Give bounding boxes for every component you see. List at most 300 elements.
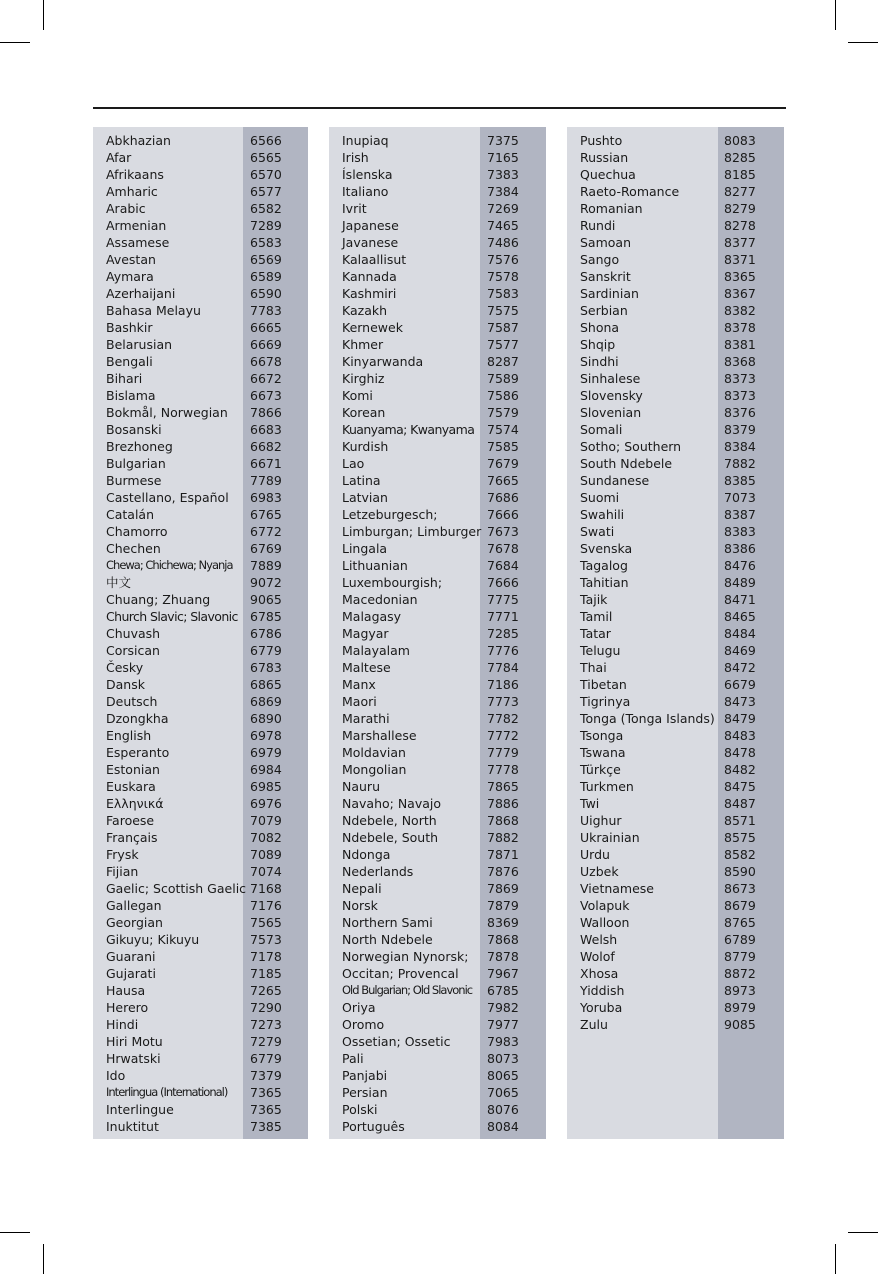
language-name: Ossetian; Ossetic [342, 1034, 451, 1049]
language-name: Maltese [342, 660, 391, 675]
language-name: Ndonga [342, 847, 391, 862]
language-code: 8582 [724, 847, 756, 862]
language-row [93, 1084, 308, 1101]
language-name: Hrwatski [106, 1051, 161, 1066]
language-name: Tsonga [580, 728, 624, 743]
language-name: Quechua [580, 167, 636, 182]
language-code: 8979 [724, 1000, 756, 1015]
language-name: Serbian [580, 303, 628, 318]
language-code: 7665 [487, 473, 519, 488]
language-row [567, 812, 784, 829]
language-code: 8465 [724, 609, 756, 624]
language-row [329, 557, 546, 574]
language-code: 6789 [724, 932, 756, 947]
language-name: Old Bulgarian; Old Slavonic [342, 983, 473, 997]
language-row [567, 931, 784, 948]
language-name: North Ndebele [342, 932, 433, 947]
language-row [329, 183, 546, 200]
language-name: Kazakh [342, 303, 388, 318]
language-row [567, 166, 784, 183]
language-code: 6984 [250, 762, 282, 777]
language-name: Slovenian [580, 405, 642, 420]
language-row [93, 727, 308, 744]
language-code: 6672 [250, 371, 282, 386]
language-code: 7176 [250, 898, 282, 913]
language-row [93, 302, 308, 319]
language-row [329, 761, 546, 778]
language-name: Bengali [106, 354, 153, 369]
language-code: 7784 [487, 660, 519, 675]
language-row [567, 795, 784, 812]
language-code: 7178 [250, 949, 282, 964]
language-row [567, 404, 784, 421]
language-name: Kalaallisut [342, 252, 407, 267]
language-row [329, 846, 546, 863]
language-code: 7575 [487, 303, 519, 318]
language-row [93, 710, 308, 727]
language-row [329, 880, 546, 897]
language-row [93, 1118, 308, 1135]
language-code: 8378 [724, 320, 756, 335]
language-row [567, 336, 784, 353]
language-name: Italiano [342, 184, 389, 199]
language-name: Chewa; Chichewa; Nyanja [106, 558, 233, 572]
language-name: Mongolian [342, 762, 407, 777]
language-row [93, 948, 308, 965]
language-row [567, 540, 784, 557]
language-row [93, 370, 308, 387]
language-code: 6779 [250, 643, 282, 658]
language-row [93, 336, 308, 353]
language-name: Bihari [106, 371, 143, 386]
language-code: 8185 [724, 167, 756, 182]
language-row [567, 557, 784, 574]
language-name: Nederlands [342, 864, 414, 879]
language-name: Herero [106, 1000, 149, 1015]
language-code: 7074 [250, 864, 282, 879]
language-name: Telugu [580, 643, 621, 658]
crop-mark-top-right-h [848, 42, 878, 43]
language-code: 8377 [724, 235, 756, 250]
language-name: Polski [342, 1102, 378, 1117]
language-row [329, 1118, 546, 1135]
language-code: 8368 [724, 354, 756, 369]
language-name: Urdu [580, 847, 610, 862]
language-name: Hiri Motu [106, 1034, 163, 1049]
language-code: 8383 [724, 524, 756, 539]
language-row [93, 642, 308, 659]
language-row [329, 251, 546, 268]
language-name: Lao [342, 456, 365, 471]
language-row [567, 285, 784, 302]
language-name: Macedonian [342, 592, 418, 607]
language-code: 7577 [487, 337, 519, 352]
language-name: Shona [580, 320, 620, 335]
language-code: 7967 [487, 966, 519, 981]
language-code: 7168 [250, 881, 282, 896]
language-row [567, 625, 784, 642]
language-code: 8590 [724, 864, 756, 879]
language-row [329, 455, 546, 472]
language-name: Shqip [580, 337, 616, 352]
language-row [329, 982, 546, 999]
language-name: Belarusian [106, 337, 173, 352]
language-row [93, 404, 308, 421]
language-code: 7573 [250, 932, 282, 947]
language-code: 7871 [487, 847, 519, 862]
language-row [93, 591, 308, 608]
language-code: 8065 [487, 1068, 519, 1083]
language-code: 8379 [724, 422, 756, 437]
language-row [93, 846, 308, 863]
language-name: Nauru [342, 779, 380, 794]
language-code: 7679 [487, 456, 519, 471]
language-code: 7789 [250, 473, 282, 488]
language-name: Afar [106, 150, 132, 165]
language-code: 7574 [487, 422, 519, 437]
language-name: Malagasy [342, 609, 402, 624]
language-row [329, 132, 546, 149]
language-row [567, 744, 784, 761]
language-code: 6785 [487, 983, 519, 998]
crop-mark-bottom-right [835, 1244, 836, 1274]
language-row [93, 251, 308, 268]
language-name: Norwegian Nynorsk; [342, 949, 469, 964]
language-code: 7073 [724, 490, 756, 505]
language-name: Tigrinya [580, 694, 631, 709]
language-code: 7365 [250, 1102, 282, 1117]
language-name: Bashkir [106, 320, 153, 335]
language-name: Corsican [106, 643, 160, 658]
language-code: 7686 [487, 490, 519, 505]
language-code: 7779 [487, 745, 519, 760]
language-row [93, 268, 308, 285]
language-code: 7589 [487, 371, 519, 386]
language-name: Lithuanian [342, 558, 408, 573]
language-row [93, 914, 308, 931]
language-code: 8489 [724, 575, 756, 590]
language-name: Armenian [106, 218, 167, 233]
language-code: 8382 [724, 303, 756, 318]
language-row [567, 319, 784, 336]
language-row [329, 336, 546, 353]
language-row [567, 982, 784, 999]
language-row [93, 1101, 308, 1118]
language-name: Oriya [342, 1000, 376, 1015]
language-name: Fijian [106, 864, 139, 879]
language-name: Pushto [580, 133, 623, 148]
language-name: Português [342, 1119, 405, 1134]
language-row [329, 914, 546, 931]
language-row [93, 217, 308, 234]
language-code: 7876 [487, 864, 519, 879]
crop-mark-bottom-left-h [0, 1232, 30, 1233]
language-code: 6673 [250, 388, 282, 403]
language-row [329, 897, 546, 914]
language-code: 7079 [250, 813, 282, 828]
language-name: Tswana [580, 745, 626, 760]
language-code: 8473 [724, 694, 756, 709]
language-row [329, 387, 546, 404]
language-name: Guarani [106, 949, 156, 964]
language-name: Euskara [106, 779, 156, 794]
language-code: 7776 [487, 643, 519, 658]
crop-mark-top-left-h [0, 42, 30, 43]
language-code: 8279 [724, 201, 756, 216]
language-code: 7886 [487, 796, 519, 811]
language-code: 8482 [724, 762, 756, 777]
language-row [93, 761, 308, 778]
language-code: 7868 [487, 932, 519, 947]
language-code: 8484 [724, 626, 756, 641]
language-row [567, 268, 784, 285]
language-row [329, 217, 546, 234]
language-code: 8779 [724, 949, 756, 964]
language-code: 7866 [250, 405, 282, 420]
language-name: Français [106, 830, 158, 845]
language-code: 8487 [724, 796, 756, 811]
language-name: Pali [342, 1051, 364, 1066]
language-row [93, 795, 308, 812]
language-code: 6569 [250, 252, 282, 267]
language-name: Navaho; Navajo [342, 796, 442, 811]
language-row [329, 795, 546, 812]
language-row [93, 574, 308, 591]
language-code: 8073 [487, 1051, 519, 1066]
language-name: Panjabi [342, 1068, 388, 1083]
language-name: Rundi [580, 218, 616, 233]
language-code: 6779 [250, 1051, 282, 1066]
language-name: Frysk [106, 847, 139, 862]
language-row [329, 999, 546, 1016]
language-code: 8083 [724, 133, 756, 148]
language-name: Walloon [580, 915, 630, 930]
language-code: 8385 [724, 473, 756, 488]
language-row [567, 659, 784, 676]
language-code: 7772 [487, 728, 519, 743]
language-code: 8679 [724, 898, 756, 913]
language-code: 8076 [487, 1102, 519, 1117]
language-code: 6682 [250, 439, 282, 454]
language-name: Chamorro [106, 524, 168, 539]
language-row [567, 455, 784, 472]
language-row [329, 829, 546, 846]
language-code: 6678 [250, 354, 282, 369]
language-code: 8479 [724, 711, 756, 726]
language-row [567, 132, 784, 149]
language-code: 7379 [250, 1068, 282, 1083]
language-name: Kernewek [342, 320, 403, 335]
language-name: Chuang; Zhuang [106, 592, 211, 607]
language-code: 7465 [487, 218, 519, 233]
language-code: 7082 [250, 830, 282, 845]
language-name: Assamese [106, 235, 170, 250]
language-name: English [106, 728, 152, 743]
language-name: Georgian [106, 915, 163, 930]
language-code: 6577 [250, 184, 282, 199]
language-code: 7165 [487, 150, 519, 165]
language-row [93, 676, 308, 693]
language-code: 7365 [250, 1085, 282, 1100]
language-row [329, 438, 546, 455]
language-name: Magyar [342, 626, 389, 641]
language-code: 7983 [487, 1034, 519, 1049]
language-name: Raeto-Romance [580, 184, 680, 199]
language-name: Interlingue [106, 1102, 174, 1117]
language-name: Abkhazian [106, 133, 171, 148]
language-code: 6869 [250, 694, 282, 709]
language-row [329, 489, 546, 506]
language-row [93, 1067, 308, 1084]
language-name: Limburgan; Limburger [342, 524, 482, 539]
language-row [567, 183, 784, 200]
language-code: 7289 [250, 218, 282, 233]
language-row [93, 693, 308, 710]
language-code: 6769 [250, 541, 282, 556]
language-code: 7586 [487, 388, 519, 403]
language-row [567, 965, 784, 982]
language-name: Marathi [342, 711, 390, 726]
language-code: 8373 [724, 371, 756, 386]
language-row [567, 863, 784, 880]
language-row [93, 1033, 308, 1050]
language-row [567, 846, 784, 863]
language-row [329, 948, 546, 965]
language-row [93, 999, 308, 1016]
language-code: 7982 [487, 1000, 519, 1015]
language-name: Uighur [580, 813, 622, 828]
language-row [567, 251, 784, 268]
language-name: Gaelic; Scottish Gaelic [106, 881, 247, 896]
language-row [567, 370, 784, 387]
language-row [329, 1033, 546, 1050]
language-name: Korean [342, 405, 386, 420]
language-name: Volapuk [580, 898, 630, 913]
language-code: 7565 [250, 915, 282, 930]
language-row [329, 302, 546, 319]
language-name: Uzbek [580, 864, 619, 879]
language-code: 8285 [724, 150, 756, 165]
language-name: Ελληνικά [106, 796, 164, 811]
language-code: 8373 [724, 388, 756, 403]
language-row [329, 268, 546, 285]
language-name: Gallegan [106, 898, 162, 913]
language-name: Catalán [106, 507, 155, 522]
language-row [329, 778, 546, 795]
language-row [567, 761, 784, 778]
language-row [567, 387, 784, 404]
language-code: 7775 [487, 592, 519, 607]
language-code: 7576 [487, 252, 519, 267]
language-name: Ndebele, South [342, 830, 439, 845]
language-row [329, 1101, 546, 1118]
language-code: 7385 [250, 1119, 282, 1134]
language-code: 7585 [487, 439, 519, 454]
language-code: 6583 [250, 235, 282, 250]
language-row [329, 421, 546, 438]
language-code: 7185 [250, 966, 282, 981]
language-row [329, 591, 546, 608]
language-row [567, 676, 784, 693]
language-row [329, 608, 546, 625]
language-rows [567, 132, 784, 1033]
header-rule [93, 107, 786, 109]
language-name: Sundanese [580, 473, 650, 488]
language-name: Tagalog [580, 558, 628, 573]
language-code: 7882 [724, 456, 756, 471]
crop-mark-bottom-left [43, 1244, 44, 1274]
language-row [93, 166, 308, 183]
language-name: Irish [342, 150, 369, 165]
language-row [93, 285, 308, 302]
language-row [567, 1016, 784, 1033]
language-code: 6565 [250, 150, 282, 165]
language-name: Amharic [106, 184, 158, 199]
language-code: 8765 [724, 915, 756, 930]
language-code: 7587 [487, 320, 519, 335]
language-code: 6665 [250, 320, 282, 335]
language-code: 7865 [487, 779, 519, 794]
language-name: Sardinian [580, 286, 639, 301]
language-code: 9072 [250, 575, 282, 590]
language-code: 6683 [250, 422, 282, 437]
language-name: Dansk [106, 677, 145, 692]
language-row [329, 353, 546, 370]
language-row [93, 472, 308, 489]
language-name: Vietnamese [580, 881, 654, 896]
language-code: 8475 [724, 779, 756, 794]
language-code: 6865 [250, 677, 282, 692]
language-code: 7269 [487, 201, 519, 216]
language-row [567, 948, 784, 965]
language-row [329, 319, 546, 336]
language-code: 7578 [487, 269, 519, 284]
language-name: Sinhalese [580, 371, 641, 386]
language-row [93, 812, 308, 829]
language-name: Kashmiri [342, 286, 397, 301]
language-code: 8476 [724, 558, 756, 573]
language-code: 6590 [250, 286, 282, 301]
language-name: Burmese [106, 473, 162, 488]
language-name: Romanian [580, 201, 643, 216]
language-name: Thai [580, 660, 607, 675]
language-row [567, 472, 784, 489]
language-row [93, 183, 308, 200]
language-row [567, 710, 784, 727]
language-name: Inuktitut [106, 1119, 159, 1134]
language-row [329, 812, 546, 829]
language-code: 7869 [487, 881, 519, 896]
language-code: 7486 [487, 235, 519, 250]
language-row [329, 642, 546, 659]
language-name: Kuanyama; Kwanyama [342, 422, 475, 437]
language-name: Khmer [342, 337, 384, 352]
language-row [93, 880, 308, 897]
language-code: 6671 [250, 456, 282, 471]
language-name: Sotho; Southern [580, 439, 682, 454]
language-code: 7771 [487, 609, 519, 624]
language-code: 7773 [487, 694, 519, 709]
language-name: Persian [342, 1085, 388, 1100]
language-name: Norsk [342, 898, 378, 913]
language-name: Nepali [342, 881, 382, 896]
language-code: 9085 [724, 1017, 756, 1032]
language-name: Zulu [580, 1017, 608, 1032]
language-name: Manx [342, 677, 376, 692]
language-row [567, 999, 784, 1016]
language-row [93, 863, 308, 880]
language-row [329, 727, 546, 744]
